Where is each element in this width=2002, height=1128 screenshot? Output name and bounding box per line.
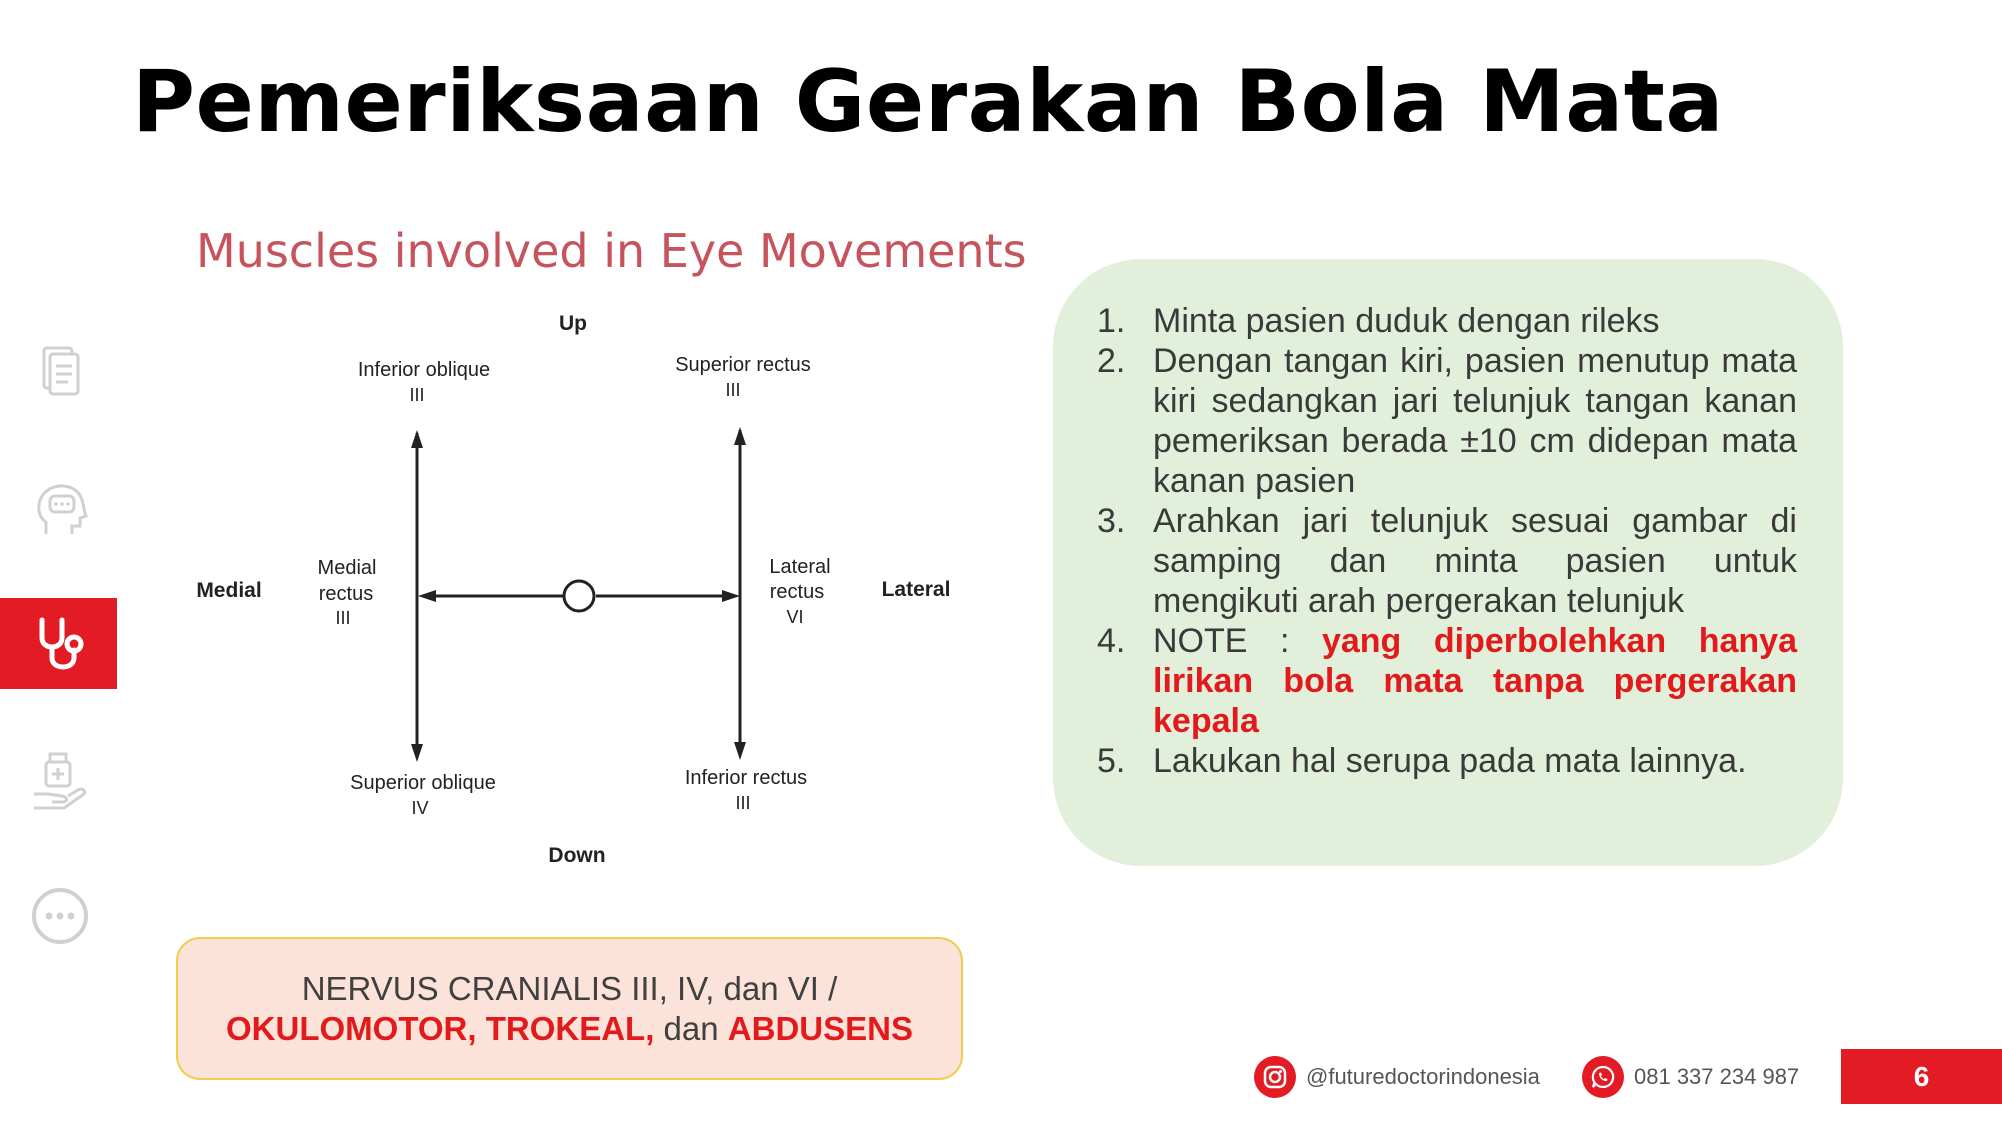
inferior-rectus-nerve: III — [735, 793, 751, 813]
medial-rectus-nerve: III — [335, 608, 351, 628]
whatsapp-number: 081 337 234 987 — [1634, 1064, 1800, 1089]
list-item: 4. NOTE : yang diperbolehkan hanya lirikan bola mata tanpa pergerakan kepala — [1097, 622, 1797, 740]
inferior-oblique-nerve: III — [409, 385, 425, 405]
slide-title: Pemeriksaan Gerakan Bola Mata — [132, 52, 1724, 152]
note-highlight: yang diperbolehkan hanya lirikan bola mata tanpa pergerakan kepala — [1153, 622, 1797, 740]
sidebar-item-active[interactable] — [0, 598, 117, 689]
steps-panel — [1053, 259, 1843, 866]
medial-rectus-label-2: rectus — [318, 583, 374, 605]
label-down: Down — [548, 844, 606, 867]
label-medial: Medial — [196, 579, 262, 602]
head-icon[interactable] — [28, 476, 92, 540]
lateral-rectus-label-1: Lateral — [769, 556, 831, 578]
whatsapp-icon — [1582, 1056, 1624, 1098]
nerve-line-1: NERVUS CRANIALIS III, IV, dan VI / — [301, 970, 838, 1007]
inferior-oblique-label: Inferior oblique — [357, 359, 491, 381]
label-lateral: Lateral — [881, 578, 951, 601]
diagram-title: Muscles involved in Eye Movements — [196, 224, 1027, 278]
list-item: 1. Minta pasien duduk dengan rileks — [1097, 302, 1660, 340]
superior-oblique-label: Superior oblique — [350, 772, 496, 794]
list-item: 2. Dengan tangan kiri, pasien menutup mata kiri sedangkan jari telunjuk tangan kanan pemeriksan berada ±10 cm didepan mata kanan pasien — [1097, 342, 1797, 500]
superior-oblique-nerve: IV — [411, 798, 429, 818]
lateral-rectus-label-2: rectus — [769, 581, 825, 603]
nerve-line-2: OKULOMOTOR, TROKEAL, dan ABDUSENS — [226, 1010, 913, 1047]
instagram-link[interactable] — [1254, 1056, 1540, 1098]
instagram-handle: @futuredoctorindonesia — [1306, 1064, 1540, 1089]
label-up: Up — [559, 312, 587, 335]
document-icon[interactable] — [28, 340, 92, 404]
steps-list — [1097, 301, 1797, 781]
superior-rectus-label: Superior rectus — [675, 354, 811, 376]
more-icon[interactable] — [28, 884, 92, 948]
whatsapp-link[interactable] — [1582, 1056, 1799, 1098]
page-number: 6 — [1841, 1049, 2002, 1104]
stethoscope-icon — [28, 612, 92, 676]
note-prefix: NOTE : — [1153, 622, 1322, 660]
inferior-rectus-label: Inferior rectus — [684, 767, 808, 789]
cranial-nerves-box — [176, 937, 963, 1080]
hand-medicine-icon[interactable] — [28, 750, 92, 814]
list-item: 5. Lakukan hal serupa pada mata lainnya. — [1097, 742, 1747, 780]
eye-center-circle — [564, 581, 594, 611]
instagram-icon — [1254, 1056, 1296, 1098]
medial-rectus-label-1: Medial — [317, 557, 377, 579]
lateral-rectus-nerve: VI — [786, 607, 804, 627]
eye-movement-diagram — [180, 300, 980, 880]
superior-rectus-nerve: III — [725, 380, 741, 400]
list-item: 3. Arahkan jari telunjuk sesuai gambar di samping dan minta pasien untuk mengikuti arah pergerakan telunjuk — [1097, 502, 1797, 620]
